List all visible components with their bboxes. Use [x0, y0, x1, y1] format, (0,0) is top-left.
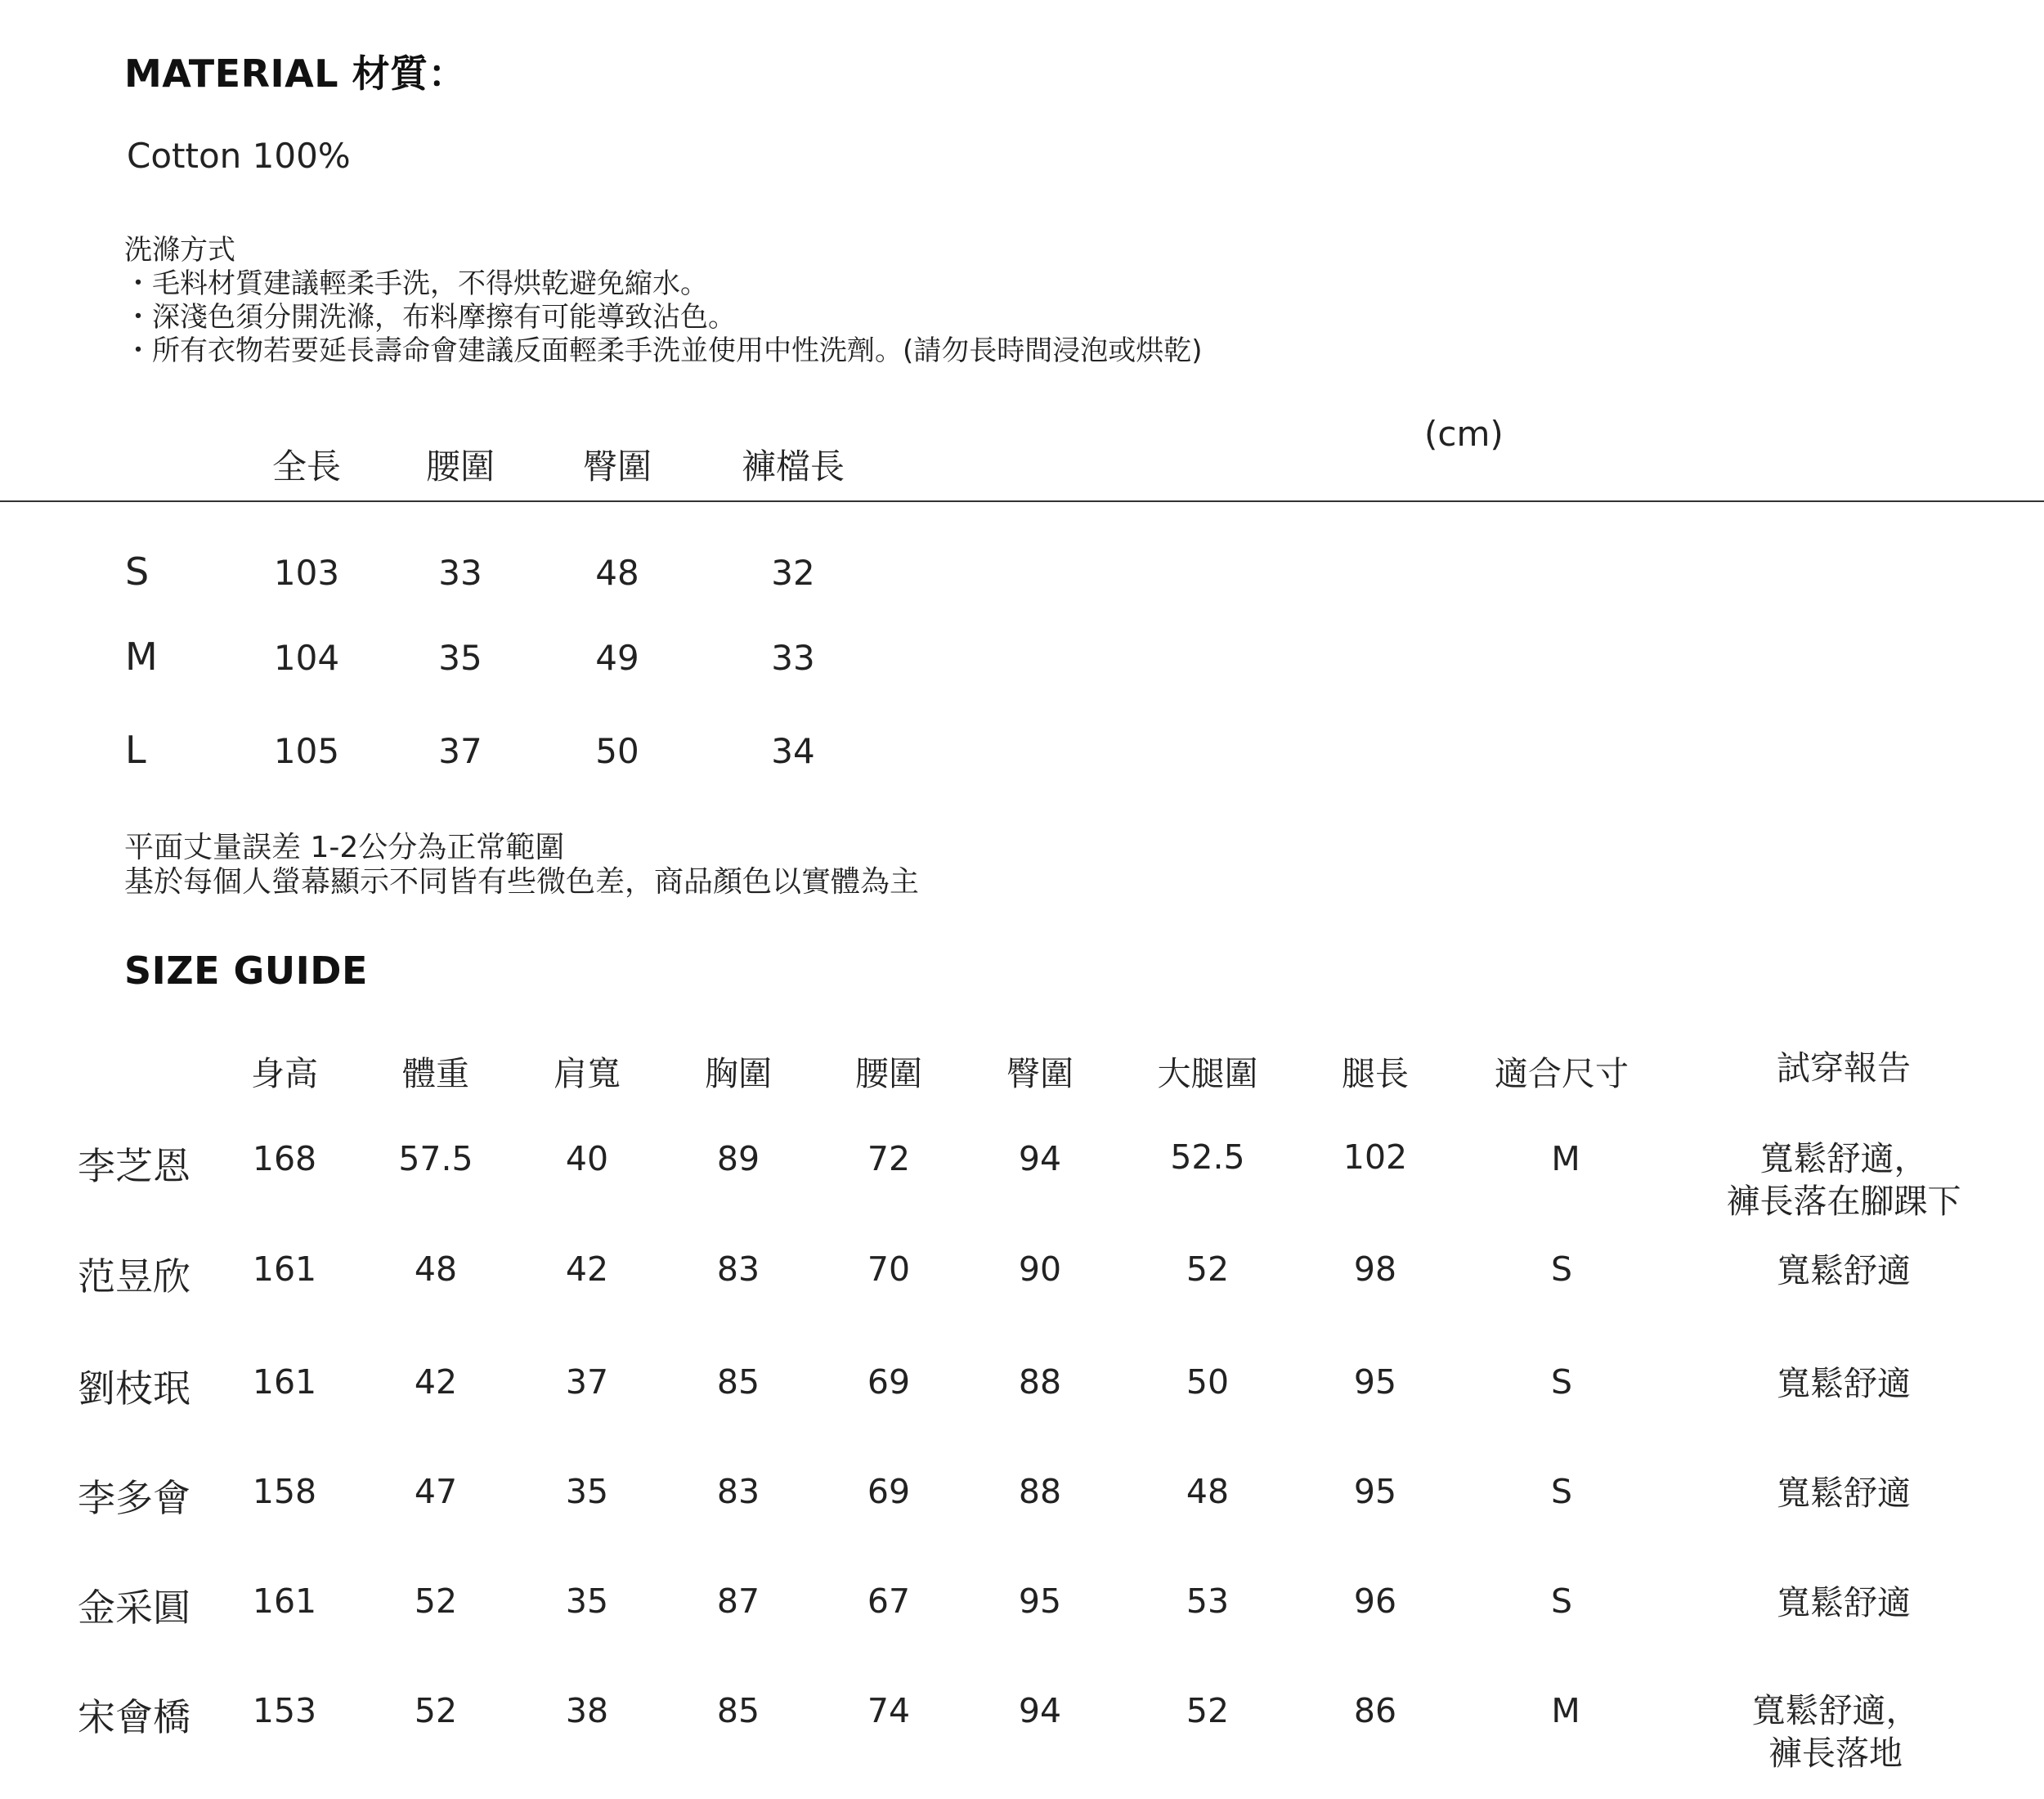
sg-cell: 67 [867, 1581, 911, 1621]
material-heading: MATERIAL 材質： [124, 52, 467, 96]
sg-cell: 102 [1342, 1137, 1408, 1177]
fit-report [1672, 1581, 2015, 1624]
sg-cell: 69 [867, 1362, 911, 1402]
fit-report-line: 寬鬆舒適 [1777, 1364, 1911, 1403]
sg-cell: 98 [1353, 1249, 1397, 1289]
sg-header-weight: 體重 [402, 1054, 469, 1093]
sg-cell: M [1551, 1691, 1580, 1730]
sg-cell: S [1550, 1249, 1573, 1289]
sg-cell: 42 [414, 1362, 458, 1402]
model-name: 李多會 [78, 1476, 191, 1520]
sg-cell: 74 [867, 1691, 911, 1730]
sg-cell: 52 [1186, 1249, 1230, 1289]
dim-cell: 34 [771, 731, 815, 771]
care-line: ・深淺色須分開洗滌，布料摩擦有可能導致沾色。 [124, 301, 736, 334]
sg-cell: 86 [1353, 1691, 1397, 1730]
material-composition: Cotton 100% [127, 136, 351, 176]
size-guide-heading: SIZE GUIDE [124, 949, 368, 993]
sg-cell: 52 [414, 1581, 458, 1621]
sg-header-chest: 胸圍 [705, 1054, 772, 1093]
sg-cell: 48 [1186, 1472, 1230, 1511]
sg-cell: 88 [1018, 1362, 1062, 1402]
sg-cell: 83 [716, 1472, 760, 1511]
sg-cell: 90 [1018, 1249, 1062, 1289]
sg-cell: 35 [565, 1581, 609, 1621]
size-label-m: M [125, 635, 158, 679]
dim-header-hip: 臀圍 [582, 446, 652, 487]
sg-cell: 72 [867, 1139, 911, 1178]
sg-header-leg-length: 腿長 [1342, 1054, 1409, 1093]
sg-cell: 95 [1353, 1362, 1397, 1402]
sg-cell: 95 [1353, 1472, 1397, 1511]
sg-cell: 161 [252, 1362, 317, 1402]
measurement-notes [124, 831, 919, 900]
fit-report [1672, 1362, 2015, 1405]
size-label-s: S [125, 550, 150, 594]
sg-cell: 70 [867, 1249, 911, 1289]
fit-report [1664, 1689, 2007, 1774]
model-name: 金采圓 [78, 1586, 191, 1630]
sg-cell: M [1551, 1139, 1580, 1178]
dim-cell: 33 [438, 553, 482, 593]
sg-cell: 37 [565, 1362, 609, 1402]
care-line: ・所有衣物若要延長壽命會建議反面輕柔手洗並使用中性洗劑。(請勿長時間浸泡或烘乾) [124, 334, 1203, 367]
dim-header-length: 全長 [271, 446, 341, 487]
fit-report-line: 褲長落在腳踝下 [1726, 1182, 1961, 1221]
fit-report-line: 寬鬆舒適， [1759, 1139, 1928, 1178]
dim-cell: 105 [273, 731, 340, 771]
dim-cell: 35 [438, 638, 482, 678]
sg-cell: 52 [414, 1691, 458, 1730]
sg-cell: 48 [414, 1249, 458, 1289]
model-name: 劉枝珉 [78, 1366, 191, 1411]
care-instructions [124, 234, 1203, 368]
care-title: 洗滌方式 [124, 234, 235, 267]
dim-cell: 48 [595, 553, 639, 593]
model-name: 李芝恩 [78, 1144, 191, 1188]
fit-report [1672, 1472, 2015, 1514]
sg-cell: 158 [252, 1472, 317, 1511]
dim-cell: 50 [595, 731, 639, 771]
sg-header-height: 身高 [251, 1054, 318, 1093]
sg-header-fit-size: 適合尺寸 [1495, 1054, 1629, 1093]
fit-report-line: 寬鬆舒適 [1777, 1583, 1911, 1622]
model-name: 范昱欣 [78, 1254, 191, 1299]
sg-cell: 88 [1018, 1472, 1062, 1511]
sg-cell: 161 [252, 1581, 317, 1621]
sg-cell: 57.5 [398, 1139, 473, 1178]
sg-cell: 47 [414, 1472, 458, 1511]
sg-cell: 38 [565, 1691, 609, 1730]
sg-cell: 94 [1018, 1691, 1062, 1730]
sg-header-waist: 腰圍 [855, 1054, 922, 1093]
dim-cell: 33 [771, 638, 815, 678]
size-label-l: L [125, 728, 146, 772]
sg-header-fit-report: 試穿報告 [1777, 1048, 1911, 1088]
sg-header-shoulder: 肩寬 [554, 1054, 621, 1093]
table-divider [0, 500, 2044, 502]
note-line: 基於每個人螢幕顯示不同皆有些微色差，商品顏色以實體為主 [124, 865, 920, 899]
sg-cell: S [1550, 1581, 1573, 1621]
sg-cell: 69 [867, 1472, 911, 1511]
sg-cell: 89 [716, 1139, 760, 1178]
sg-cell: 52 [1186, 1691, 1230, 1730]
sg-cell: 153 [252, 1691, 317, 1730]
sg-cell: 87 [716, 1581, 760, 1621]
dim-cell: 32 [771, 553, 815, 593]
sg-header-hip: 臀圍 [1006, 1054, 1074, 1093]
model-name: 宋會橋 [78, 1695, 191, 1739]
sg-cell: 96 [1353, 1581, 1397, 1621]
fit-report [1672, 1137, 2015, 1223]
dim-header-rise: 褲檔長 [741, 446, 845, 487]
dim-cell: 49 [595, 638, 639, 678]
fit-report-line: 寬鬆舒適 [1777, 1474, 1911, 1513]
sg-cell: 94 [1018, 1139, 1062, 1178]
sg-cell: 161 [252, 1249, 317, 1289]
sg-cell: 85 [716, 1691, 760, 1730]
fit-report-line: 寬鬆舒適， [1751, 1691, 1920, 1730]
dim-cell: 104 [273, 638, 340, 678]
sg-cell: 83 [716, 1249, 760, 1289]
sg-cell: 42 [565, 1249, 609, 1289]
dim-header-waist: 腰圍 [425, 446, 495, 487]
care-line: ・毛料材質建議輕柔手洗，不得烘乾避免縮水。 [124, 267, 708, 300]
fit-report-line: 褲長落地 [1768, 1734, 1903, 1773]
dim-cell: 37 [438, 731, 482, 771]
sg-cell: 50 [1186, 1362, 1230, 1402]
fit-report-line: 寬鬆舒適 [1777, 1251, 1911, 1290]
dim-cell: 103 [273, 553, 340, 593]
fit-report [1672, 1249, 2015, 1292]
sg-cell: S [1550, 1472, 1573, 1511]
sg-cell: S [1550, 1362, 1573, 1402]
sg-header-thigh: 大腿圍 [1157, 1054, 1258, 1093]
sg-cell: 95 [1018, 1581, 1062, 1621]
sg-cell: 52.5 [1170, 1137, 1245, 1177]
sg-cell: 35 [565, 1472, 609, 1511]
sg-cell: 168 [252, 1139, 317, 1178]
unit-label: (cm) [1424, 414, 1504, 454]
sg-cell: 53 [1186, 1581, 1230, 1621]
sg-cell: 85 [716, 1362, 760, 1402]
note-line: 平面丈量誤差 1-2公分為正常範圍 [124, 831, 565, 864]
sg-cell: 40 [565, 1139, 609, 1178]
